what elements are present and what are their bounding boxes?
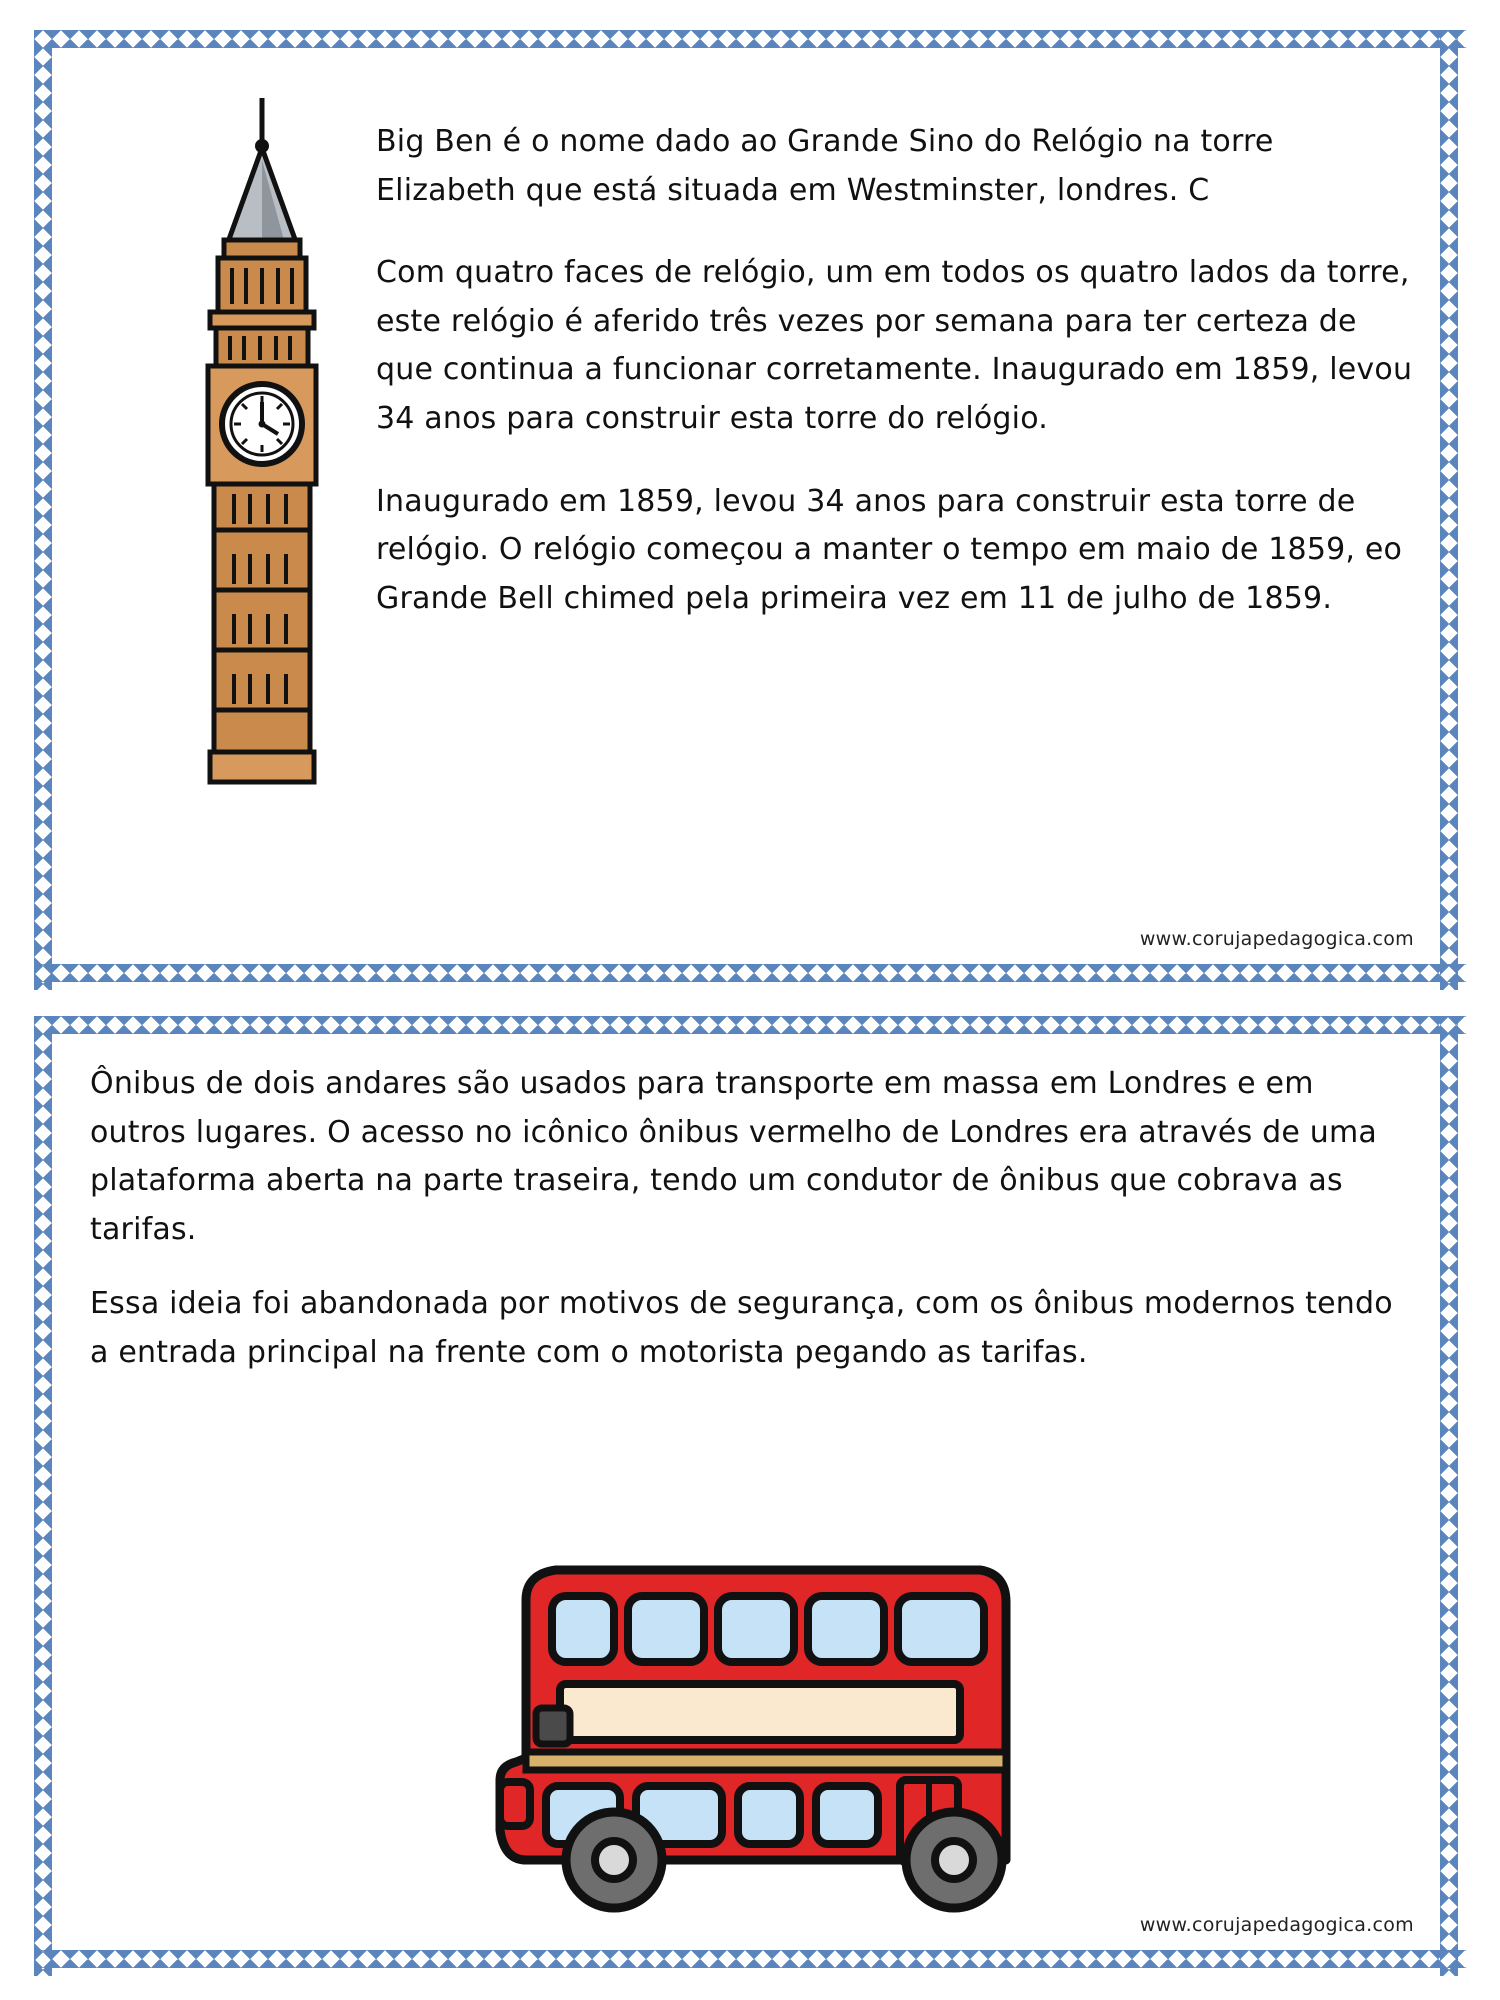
zigzag-border-left: [34, 1016, 60, 1976]
paragraph: Com quatro faces de relógio, um em todos os quatro lados da torre, este relógio é aferido três vezes por semana para ter certeza de que continua a funcionar corretamente. Inaugurado em 1859, levou 34 anos para construir esta torre do relógio.: [376, 255, 1413, 436]
double-decker-bus-card: [34, 1016, 1466, 1976]
zigzag-border-bottom: [34, 1950, 1466, 1976]
bus-illustration: [90, 1404, 1410, 1940]
paragraph: Essa ideia foi abandonada por motivos de segurança, com os ônibus modernos tendo a entrada principal na frente com o motorista pegando as tarifas.: [90, 1286, 1393, 1370]
bus-card-content: [60, 1042, 1440, 1950]
big-ben-illustration: [172, 90, 352, 790]
big-ben-text-column: [362, 66, 1418, 623]
zigzag-border-top: [34, 30, 1466, 56]
zigzag-border-bottom: [34, 964, 1466, 990]
zigzag-border-left: [34, 30, 60, 990]
paragraph: Inaugurado em 1859, levou 34 anos para construir esta torre de relógio. O relógio começou a manter o tempo em maio de 1859, eo Grande Bell chimed pela primeira vez em 11 de julho de 1859.: [376, 483, 1403, 616]
watermark: www.corujapedagogica.com: [1139, 928, 1414, 950]
zigzag-border-right: [1440, 30, 1466, 990]
big-ben-card: [34, 30, 1466, 990]
zigzag-border-top: [34, 1016, 1466, 1042]
bus-text-block: [90, 1060, 1410, 1404]
paragraph: Big Ben é o nome dado ao Grande Sino do Relógio na torre Elizabeth que está situada em Westminster, londres. C: [376, 124, 1274, 208]
paragraph: Ônibus de dois andares são usados para transporte em massa em Londres e em outros lugares. O acesso no icônico ônibus vermelho de Londres era através de uma plataforma aberta na parte traseira, tendo um condutor de ônibus que cobrava as tarifas.: [90, 1066, 1377, 1247]
zigzag-border-right: [1440, 1016, 1466, 1976]
big-ben-card-content: [60, 56, 1440, 964]
watermark: www.corujapedagogica.com: [1139, 1914, 1414, 1936]
